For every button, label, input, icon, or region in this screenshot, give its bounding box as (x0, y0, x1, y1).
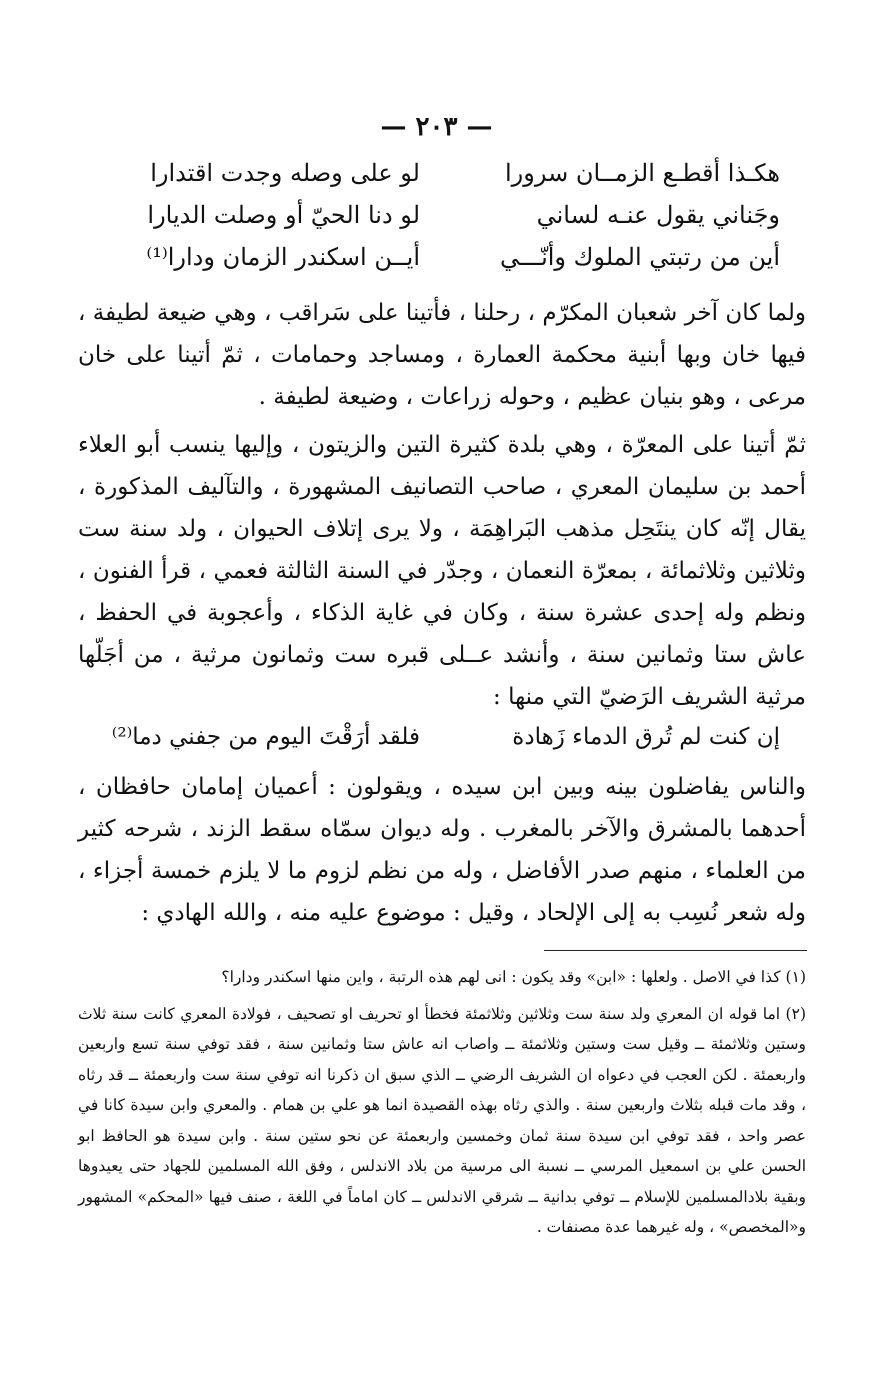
paragraph-text: والناس يفاضلون بينه وبين ابن سيده ، ويقولون : أعميان إمامان حافظان ، أحدهما بالمشرق والآخر بالمغرب . وله ديوان سمّاه سقط الزند ، شرحه كثير من العلماء ، منهم صدر الأفاضل ، وله من نظم لزوم ما لا يلزم خمسة أجزاء ، وله شعر نُسِب به إلى الإلحاد ، وقيل : موضوع عليه منه ، والله الهادي : (78, 774, 806, 926)
verse-first-hemistich: هكـذا أقطـع الزمــان سرورا (504, 159, 780, 187)
footnote-2: (٢) اما قوله ان المعري ولد سنة ست وثلاثين وثلاثمئة فخطأ او تحريف او تصحيف ، فولادة المعري كانت سنة ثلاث وستين وثلاثمئة ــ وقيل ست وستين وثلاثمئة ــ واصاب انه عاش ستا وثمانين سنة ، فقد توفي سنة تسع واربعين واربعمئة . لكن العجب في دعواه ان الشريف الرضي ــ الذي سبق ان ذكرنا انه توفي سنة ست واربعمئة ــ قد رثاه ، وقد مات قبله بثلاث واربعين سنة . والذي رثاه بهذه القصيدة انما هو علي بن همام . والمعري وابن سيدة كانا في عصر واحد ، فقد توفي ابن سيدة سنة ثمان وخمسين واربعمئة عن نحو ستين سنة . وابن سيدة هو الحافظ ابو الحسن علي بن اسمعيل المرسي ــ نسبة الى مرسية من بلاد الاندلس ، وفق الله المسلمين للجهاد حتى يعيدوها وبقية بلادالمسلمين للإسلام ــ توفي بدانية ــ شرقي الاندلس ــ كان اماماً في اللغة ، صنف فيها «المحكم» المشهور و«المخصص» ، وله غيرهما عدة مصنفات . (78, 1004, 806, 1236)
paragraph-ibn-sida (78, 766, 806, 934)
verse-second-hemistich: أيــن اسكندر الزمان ودارا⁽¹⁾ (146, 243, 420, 271)
paragraph-text: ولما كان آخر شعبان المكرّم ، رحلنا ، فأتينا على سَراقب ، وهي ضيعة لطيفة ، فيها خان وبها أبنية محكمة العمارة ، ومساجد وحمامات ، ثمّ أتينا على خان مرعى ، وهو بنيان عظيم ، وحوله زراعات ، وضيعة لطيفة . (78, 300, 806, 410)
footnote-1: (١) كذا في الاصل . ولعلها : «ابن» وقد يكون : انى لهم هذه الرتبة ، واين منها اسكندر ودارا؟ (221, 968, 806, 986)
verse-first-hemistich: وجَناني يقول عنـه لساني (536, 201, 780, 229)
verse-line (90, 194, 780, 236)
verse-line (90, 152, 780, 194)
verse-first-hemistich: أين من رتبتي الملوك وأنّـــي (499, 243, 780, 271)
footnote-divider (544, 950, 807, 951)
poem-top (90, 152, 780, 278)
verse-second-hemistich: لو على وصله وجدت اقتدارا (150, 159, 420, 187)
verse-second-hemistich: لو دنا الحيّ أو وصلت الديارا (147, 201, 420, 229)
paragraph-saraqib (78, 292, 806, 418)
verse-first-hemistich: إن كنت لم تُرق الدماء زَهادة (512, 724, 780, 750)
verse-line (90, 236, 780, 278)
page-number: — ٢٠٣ — (380, 112, 493, 142)
verse-line-middle (90, 716, 780, 758)
verse-second-hemistich: فلقد أرَقْتَ اليوم من جفني دما⁽²⁾ (111, 724, 420, 750)
footnotes (78, 962, 806, 1243)
paragraph-text: ثمّ أتينا على المعرّة ، وهي بلدة كثيرة التين والزيتون ، وإليها ينسب أبو العلاء أحمد بن سليمان المعري ، صاحب التصانيف المشهورة ، والتآليف المذكورة ، يقال إنّه كان ينتَحِل مذهب البَراهِمَة ، ولا يرى إتلاف الحيوان ، ولد سنة ست وثلاثين وثلاثمائة ، بمعرّة النعمان ، وجدّر في السنة الثالثة فعمي ، قرأ الفنون ، ونظم وله إحدى عشرة سنة ، وكان في غاية الذكاء ، وأعجوبة في الحفظ ، عاش ستا وثمانين سنة ، وأنشد عــلى قبره ست وثمانون مرثية ، من أجَلّها مرثية الشريف الرَضيّ التي منها : (78, 432, 806, 710)
paragraph-maarra (78, 424, 806, 718)
